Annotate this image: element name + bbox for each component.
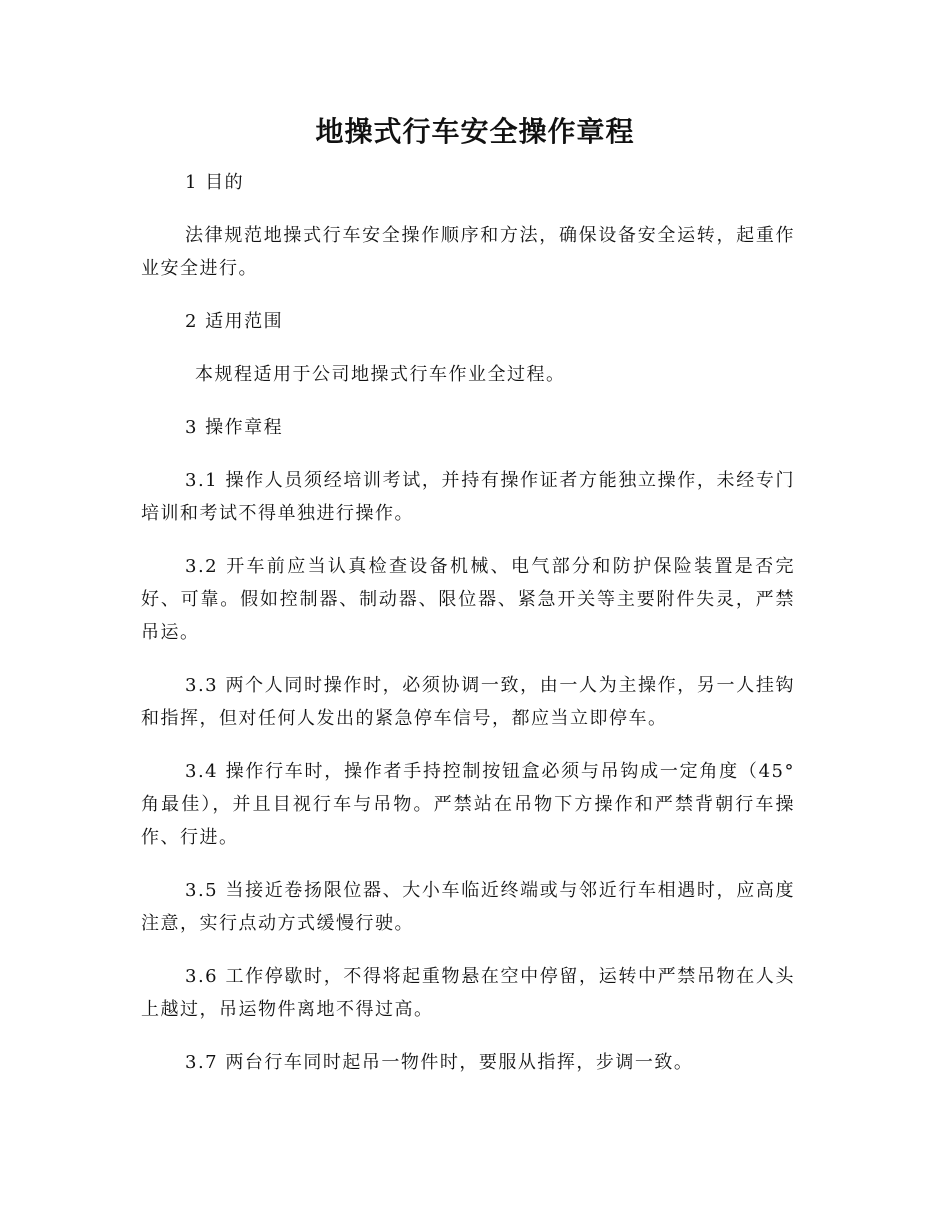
rule-3-1: 3.1 操作人员须经培训考试，并持有操作证者方能独立操作，未经专门培训和考试不得单独进行操作。	[141, 470, 795, 524]
rule-3-5: 3.5 当接近卷扬限位器、大小车临近终端或与邻近行车相遇时，应高度注意，实行点动方式缓慢行驶。	[141, 880, 795, 934]
rule-3-4: 3.4 操作行车时，操作者手持控制按钮盒必须与吊钩成一定角度（45° 角最佳），并且目视行车与吊物。严禁站在吊物下方操作和严禁背朝行车操作、行进。	[141, 761, 795, 848]
rule-3-7: 3.7 两台行车同时起吊一物件时，要服从指挥，步调一致。	[185, 1052, 694, 1073]
rule-3-6: 3.6 工作停歇时，不得将起重物悬在空中停留，运转中严禁吊物在人头上越过，吊运物件离地不得过高。	[141, 966, 795, 1020]
paragraph-purpose: 法律规范地操式行车安全操作顺序和方法，确保设备安全运转，起重作业安全进行。	[141, 225, 795, 279]
rule-3-3: 3.3 两个人同时操作时，必须协调一致，由一人为主操作，另一人挂钩和指挥，但对任何人发出的紧急停车信号，都应当立即停车。	[141, 675, 795, 729]
document-title: 地操式行车安全操作章程	[315, 115, 635, 148]
rule-3-2: 3.2 开车前应当认真检查设备机械、电气部分和防护保险装置是否完好、可靠。假如控制器、制动器、限位器、紧急开关等主要附件失灵，严禁吊运。	[141, 556, 795, 643]
section-heading-rules: 3 操作章程	[185, 417, 284, 438]
section-heading-scope: 2 适用范围	[185, 311, 284, 332]
document-body	[141, 166, 795, 1099]
section-heading-purpose: 1 目的	[185, 172, 245, 193]
paragraph-scope: 本规程适用于公司地操式行车作业全过程。	[195, 364, 566, 385]
